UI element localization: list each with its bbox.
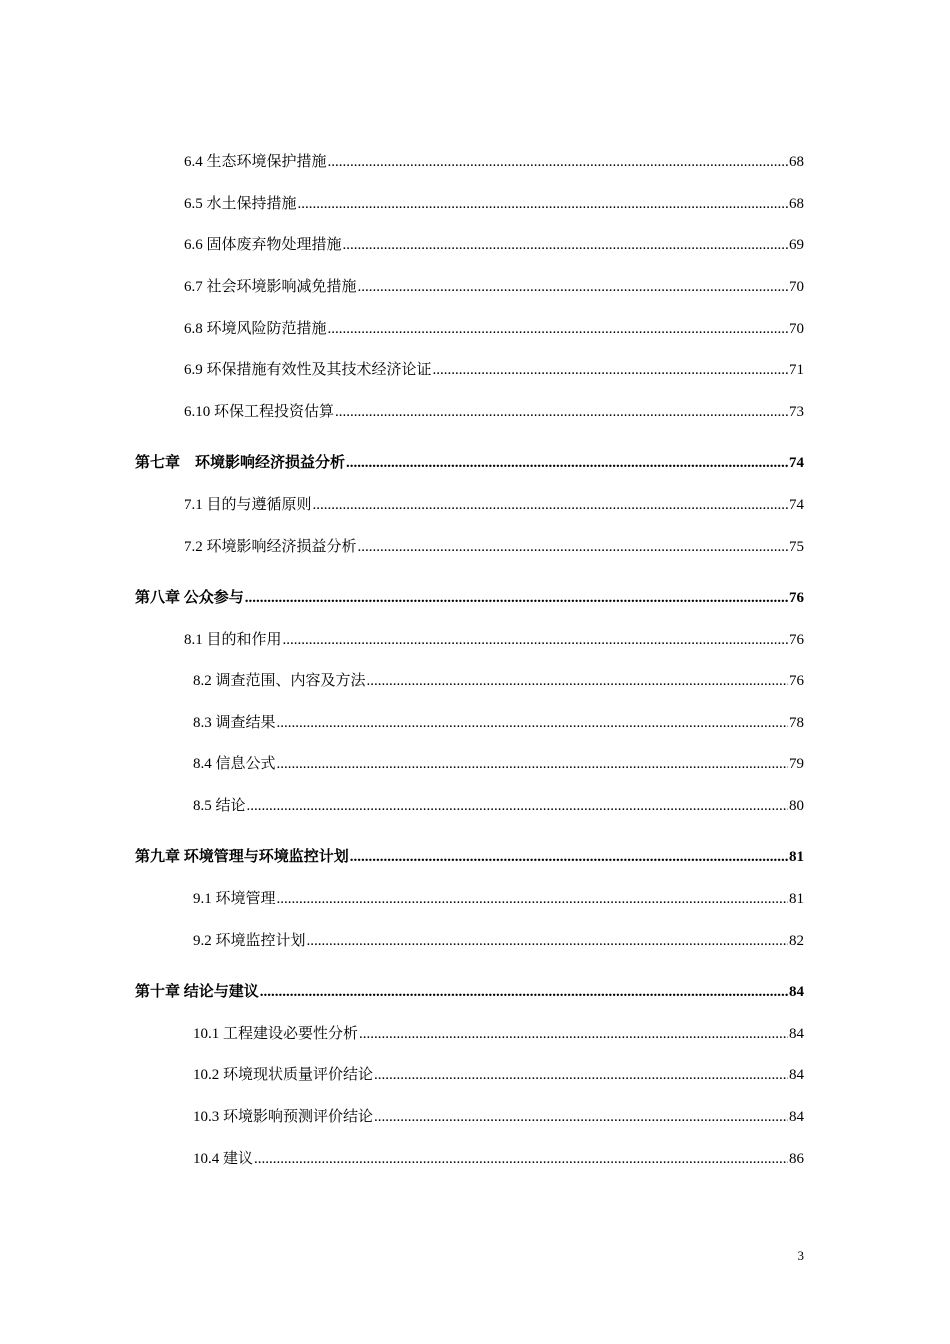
toc-entry-page: 70 — [789, 321, 804, 337]
toc-entry-page: 68 — [789, 196, 804, 212]
toc-entry-title: 10.4 建议 — [193, 1151, 254, 1167]
toc-entry-page: 71 — [789, 362, 804, 378]
toc-entry[interactable] — [193, 889, 804, 909]
toc-entry-title: 8.3 调查结果 — [193, 715, 276, 731]
toc-entry[interactable] — [193, 796, 804, 816]
toc-entry[interactable] — [184, 495, 804, 515]
toc-leader-dots — [254, 1149, 788, 1169]
toc-chapter-entry[interactable] — [135, 847, 804, 867]
toc-leader-dots — [277, 889, 788, 909]
toc-chapter-page: 74 — [789, 455, 804, 471]
toc-leader-dots — [298, 194, 788, 214]
toc-chapter-page: 81 — [789, 849, 804, 865]
toc-entry-page: 68 — [789, 154, 804, 170]
toc-leader-dots — [260, 982, 788, 1002]
toc-entry-title: 6.8 环境风险防范措施 — [184, 321, 327, 337]
toc-entry-page: 84 — [789, 1109, 804, 1125]
toc-entry-title: 6.5 水土保持措施 — [184, 196, 297, 212]
toc-leader-dots — [367, 671, 788, 691]
toc-entry-page: 76 — [789, 632, 804, 648]
toc-entry-page: 84 — [789, 1026, 804, 1042]
toc-entry-title: 10.1 工程建设必要性分析 — [193, 1026, 359, 1042]
page-number: 3 — [797, 1248, 804, 1263]
toc-entry[interactable] — [193, 713, 804, 733]
toc-entry-page: 80 — [789, 798, 804, 814]
toc-chapter-entry[interactable] — [135, 982, 804, 1002]
toc-entry-page: 75 — [789, 539, 804, 555]
toc-leader-dots — [358, 537, 788, 557]
toc-entry-title: 8.5 结论 — [193, 798, 246, 814]
toc-leader-dots — [350, 847, 788, 867]
toc-entry[interactable] — [193, 1024, 804, 1044]
toc-entry-title: 9.1 环境管理 — [193, 891, 276, 907]
toc-entry-page: 82 — [789, 933, 804, 949]
toc-leader-dots — [328, 319, 788, 339]
toc-leader-dots — [283, 630, 788, 650]
toc-leader-dots — [277, 713, 788, 733]
toc-entry[interactable] — [193, 754, 804, 774]
toc-entry-title: 7.1 目的与遵循原则 — [184, 497, 312, 513]
toc-entry-page: 73 — [789, 404, 804, 420]
toc-entry[interactable] — [193, 931, 804, 951]
toc-entry[interactable] — [193, 1065, 804, 1085]
toc-leader-dots — [307, 931, 788, 951]
toc-entry[interactable] — [193, 671, 804, 691]
toc-entry[interactable] — [184, 235, 804, 255]
toc-leader-dots — [374, 1107, 788, 1127]
toc-entry-page: 84 — [789, 1067, 804, 1083]
toc-chapter-title: 第九章 环境管理与环境监控计划 — [135, 849, 349, 865]
toc-leader-dots — [247, 796, 788, 816]
toc-entry-title: 8.4 信息公式 — [193, 756, 276, 772]
toc-chapter-page: 76 — [789, 590, 804, 606]
toc-leader-dots — [346, 453, 788, 473]
toc-entry-page: 79 — [789, 756, 804, 772]
toc-entry-title: 6.9 环保措施有效性及其技术经济论证 — [184, 362, 432, 378]
toc-entry-page: 81 — [789, 891, 804, 907]
toc-entry[interactable] — [184, 194, 804, 214]
toc-entry[interactable] — [184, 630, 804, 650]
toc-leader-dots — [433, 360, 788, 380]
toc-entry-title: 6.10 环保工程投资估算 — [184, 404, 335, 420]
toc-entry-page: 76 — [789, 673, 804, 689]
toc-chapter-entry[interactable] — [135, 588, 804, 608]
toc-chapter-title: 第八章 公众参与 — [135, 590, 244, 606]
toc-entry-page: 86 — [789, 1151, 804, 1167]
toc-entry[interactable] — [184, 319, 804, 339]
toc-leader-dots — [313, 495, 788, 515]
toc-leader-dots — [328, 152, 788, 172]
toc-entry-title: 8.2 调查范围、内容及方法 — [193, 673, 366, 689]
toc-entry[interactable] — [193, 1107, 804, 1127]
toc-entry-title: 7.2 环境影响经济损益分析 — [184, 539, 357, 555]
toc-entry[interactable] — [184, 152, 804, 172]
toc-entry-title: 6.4 生态环境保护措施 — [184, 154, 327, 170]
toc-entry-title: 8.1 目的和作用 — [184, 632, 282, 648]
toc-chapter-title: 第十章 结论与建议 — [135, 984, 259, 1000]
toc-leader-dots — [343, 235, 788, 255]
toc-entry-title: 9.2 环境监控计划 — [193, 933, 306, 949]
toc-leader-dots — [374, 1065, 788, 1085]
toc-leader-dots — [245, 588, 788, 608]
toc-leader-dots — [359, 1024, 788, 1044]
toc-entry[interactable] — [184, 537, 804, 557]
toc-entry[interactable] — [184, 277, 804, 297]
toc-entry-page: 69 — [789, 237, 804, 253]
toc-entry-page: 70 — [789, 279, 804, 295]
toc-entry-page: 78 — [789, 715, 804, 731]
toc-entry[interactable] — [184, 360, 804, 380]
toc-chapter-page: 84 — [789, 984, 804, 1000]
toc-entry[interactable] — [184, 402, 804, 422]
toc-entry-title: 6.6 固体废弃物处理措施 — [184, 237, 342, 253]
toc-leader-dots — [335, 402, 788, 422]
toc-entry-title: 10.2 环境现状质量评价结论 — [193, 1067, 374, 1083]
toc-leader-dots — [358, 277, 788, 297]
toc-entry-title: 10.3 环境影响预测评价结论 — [193, 1109, 374, 1125]
toc-chapter-entry[interactable] — [135, 453, 804, 473]
toc-chapter-title: 第七章 环境影响经济损益分析 — [135, 455, 346, 471]
toc-leader-dots — [277, 754, 788, 774]
toc-entry-title: 6.7 社会环境影响减免措施 — [184, 279, 357, 295]
toc-entry-page: 74 — [789, 497, 804, 513]
toc-entry[interactable] — [193, 1149, 804, 1169]
